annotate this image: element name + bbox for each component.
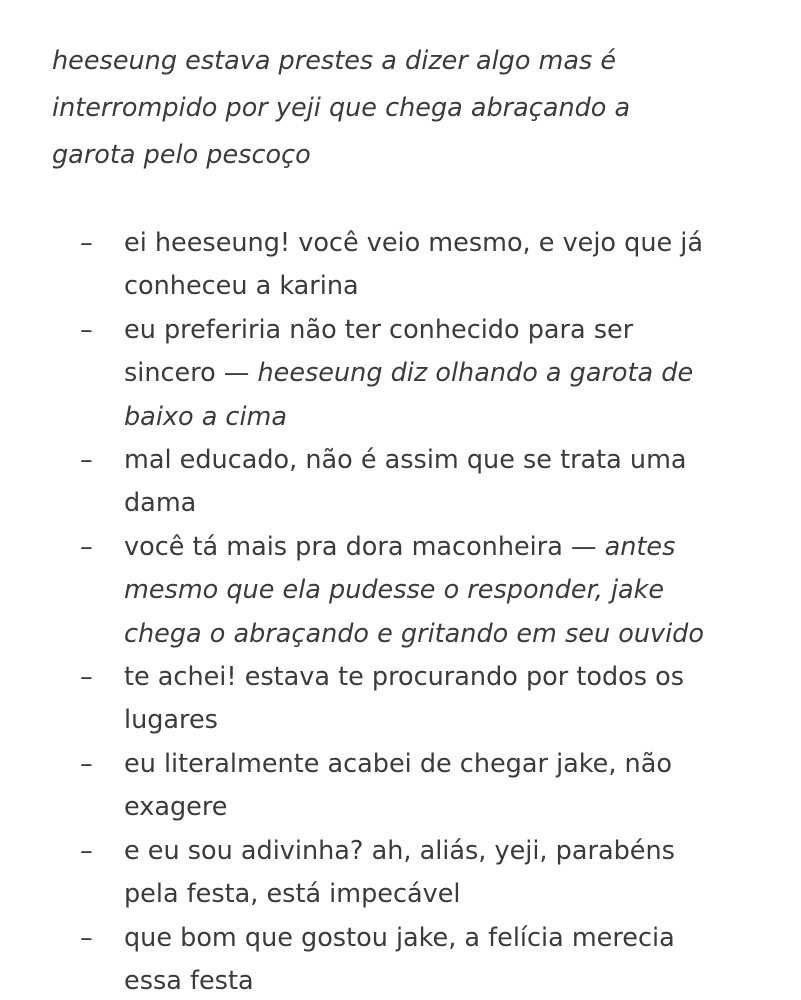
dialogue-text [124,830,801,917]
dialogue-line [124,526,801,569]
speech-text: eu literalmente acabei de chegar jake, não [124,748,672,779]
dialogue-line [124,743,801,786]
speech-text: lugares [124,705,218,736]
dialogue-entry [0,743,801,830]
dialogue-text [124,526,801,656]
narration-line: heeseung estava prestes a dizer algo mas é [52,46,617,76]
narration-text: mesmo que ela pudesse o responder, jake [124,575,665,606]
dialogue-line [124,656,801,699]
dialogue-line [124,309,801,352]
dash-marker: – [80,531,93,562]
dialogue-entry [0,917,801,1000]
narration-line: interrompido por yeji que chega abraçando a [52,93,631,123]
dialogue-line [124,830,801,873]
dialogue-entry [0,222,801,309]
speech-text: que bom que gostou jake, a felícia merecia [124,922,675,953]
dialogue-line [124,699,801,742]
dialogue-entry [0,830,801,917]
dialogue-line [124,352,801,395]
dialogue-line [124,917,801,960]
speech-text: dama [124,488,197,519]
narration-line: garota pelo pescoço [52,140,311,170]
dialogue-text [124,309,801,439]
speech-text: mal educado, não é assim que se trata uma [124,445,687,476]
speech-text: conheceu a karina [124,271,359,302]
speech-text: ei heeseung! você veio mesmo, e vejo que já [124,228,703,258]
dash-marker: – [80,748,93,779]
narration-text: chega o abraçando e gritando em seu ouvido [124,618,704,649]
speech-text: sincero — [124,358,258,389]
dialogue-text [124,743,801,830]
dialogue-line [124,873,801,916]
dialogue-line [124,613,801,656]
dialogue-line [124,960,801,1000]
dash-marker: – [80,922,93,953]
speech-text: exagere [124,792,228,823]
dialogue-line [124,396,801,439]
narration-text: baixo a cima [124,401,287,432]
dialogue-text [124,439,801,526]
dialogue-entry [0,439,801,526]
narration-text: antes [604,531,676,562]
dialogue-entry [0,656,801,743]
dialogue-line [124,439,801,482]
dialogue-list [0,222,801,1000]
dialogue-line [124,265,801,308]
narration-paragraph [52,38,752,179]
dash-marker: – [80,314,93,345]
dialogue-line [124,222,801,265]
speech-text: eu preferiria não ter conhecido para ser [124,314,634,345]
dialogue-line [124,569,801,612]
speech-text: você tá mais pra dora maconheira — [124,531,605,562]
dialogue-entry [0,309,801,439]
speech-text: te achei! estava te procurando por todos os [124,662,685,693]
speech-text: e eu sou adivinha? ah, aliás, yeji, parabéns [124,835,675,866]
dash-marker: – [80,662,93,693]
dialogue-entry [0,526,801,656]
speech-text: pela festa, está impecável [124,879,461,910]
dash-marker: – [80,445,93,476]
dash-marker: – [80,228,93,258]
narration-text: heeseung diz olhando a garota de [257,358,694,389]
dialogue-line [124,786,801,829]
dialogue-text [124,656,801,743]
dialogue-text [124,917,801,1000]
dialogue-line [124,482,801,525]
speech-text: essa festa [124,965,254,996]
dialogue-text [124,222,801,309]
dash-marker: – [80,835,93,866]
